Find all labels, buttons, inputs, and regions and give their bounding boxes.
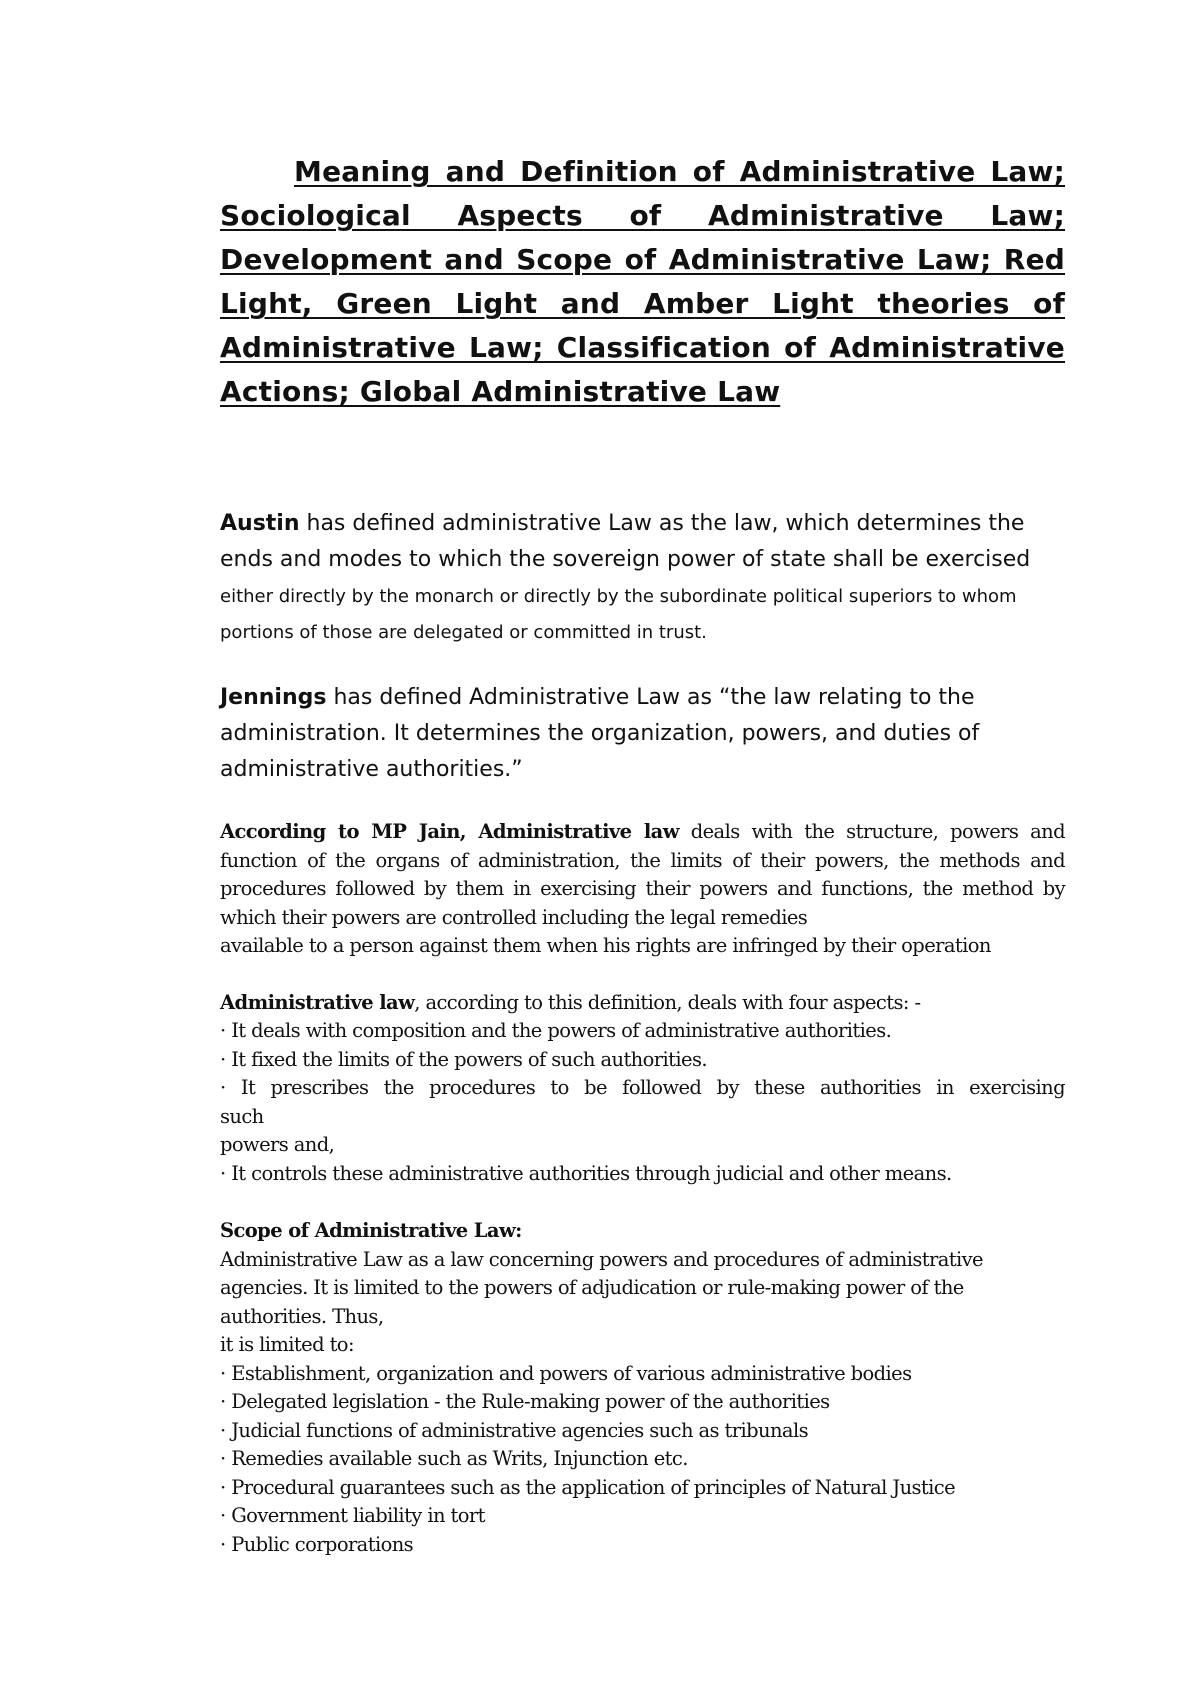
- aspects-section: [220, 989, 1065, 1189]
- austin-name: Austin: [220, 511, 300, 536]
- aspects-lead: Administrative law: [220, 990, 415, 1014]
- aspect-item: · It prescribes the procedures to be followed by these authorities in exercising: [220, 1076, 1065, 1099]
- scope-limited: it is limited to:: [220, 1333, 354, 1356]
- document-body: [220, 150, 1065, 1559]
- aspect-item: · It deals with composition and the powers of administrative authorities.: [220, 1019, 892, 1042]
- scope-paragraph: Administrative Law as a law concerning powers and procedures of administrative agencies. It is limited to the powers of adjudication or rule-making power of the authorities. Thus,: [220, 1247, 983, 1328]
- document-title: Meaning and Definition of Administrative Law; Sociological Aspects of Administrative Law; Development and Scope of Administrative Law; Red Light, Green Light and Amber Light theories of Administrative Law; Classification of Administrative Actions; Global Administrative Law: [220, 155, 1065, 408]
- scope-heading: Scope of Administrative Law:: [220, 1219, 522, 1242]
- aspect-item-continuation: such: [220, 1104, 264, 1128]
- jain-text: deals with the structure, powers and function of the organs of administration, the limits of their powers, the methods and procedures followed by them in exercising their powers and functions, the method by which their powers are controlled including the legal remedies: [220, 820, 1065, 929]
- scope-item: · Government liability in tort: [220, 1504, 485, 1527]
- scope-item: · Public corporations: [220, 1532, 414, 1556]
- jennings-definition: [220, 680, 1065, 788]
- jain-lead: According to MP Jain, Administrative law: [220, 820, 679, 843]
- scope-item: · Procedural guarantees such as the application of principles of Natural Justice: [220, 1475, 956, 1499]
- scope-item: · Establishment, organization and powers of various administrative bodies: [220, 1361, 912, 1385]
- jain-paragraph: [220, 818, 1065, 932]
- scope-section: [220, 1217, 1065, 1559]
- aspects-intro: [220, 989, 1065, 1018]
- aspect-item: · It controls these administrative authorities through judicial and other means.: [220, 1161, 952, 1185]
- jennings-text: has defined Administrative Law as “the law relating to the administration. It determines the organization, powers, and duties of administrative authorities.”: [220, 685, 980, 782]
- aspects-intro-text: , according to this definition, deals with four aspects: -: [414, 990, 921, 1014]
- austin-text-a: has defined administrative Law as the law, which determines the ends and modes to which the sovereign power of state shall be exercised: [220, 511, 1031, 572]
- jain-definition: [220, 818, 1065, 961]
- aspect-item-continuation: powers and,: [220, 1133, 335, 1156]
- jennings-name: Jennings: [220, 685, 327, 710]
- scope-item: · Remedies available such as Writs, Injunction etc.: [220, 1447, 688, 1470]
- jain-last-line: available to a person against them when his rights are infringed by their operation: [220, 934, 991, 957]
- aspect-item: · It fixed the limits of the powers of such authorities.: [220, 1047, 707, 1071]
- austin-definition: [220, 506, 1065, 650]
- austin-text-b: either directly by the monarch or directly by the subordinate political superiors to whom portions of those are delegated or committed in trust.: [220, 586, 1017, 643]
- scope-item: · Judicial functions of administrative agencies such as tribunals: [220, 1418, 808, 1442]
- scope-item: · Delegated legislation - the Rule-making power of the authorities: [220, 1390, 830, 1413]
